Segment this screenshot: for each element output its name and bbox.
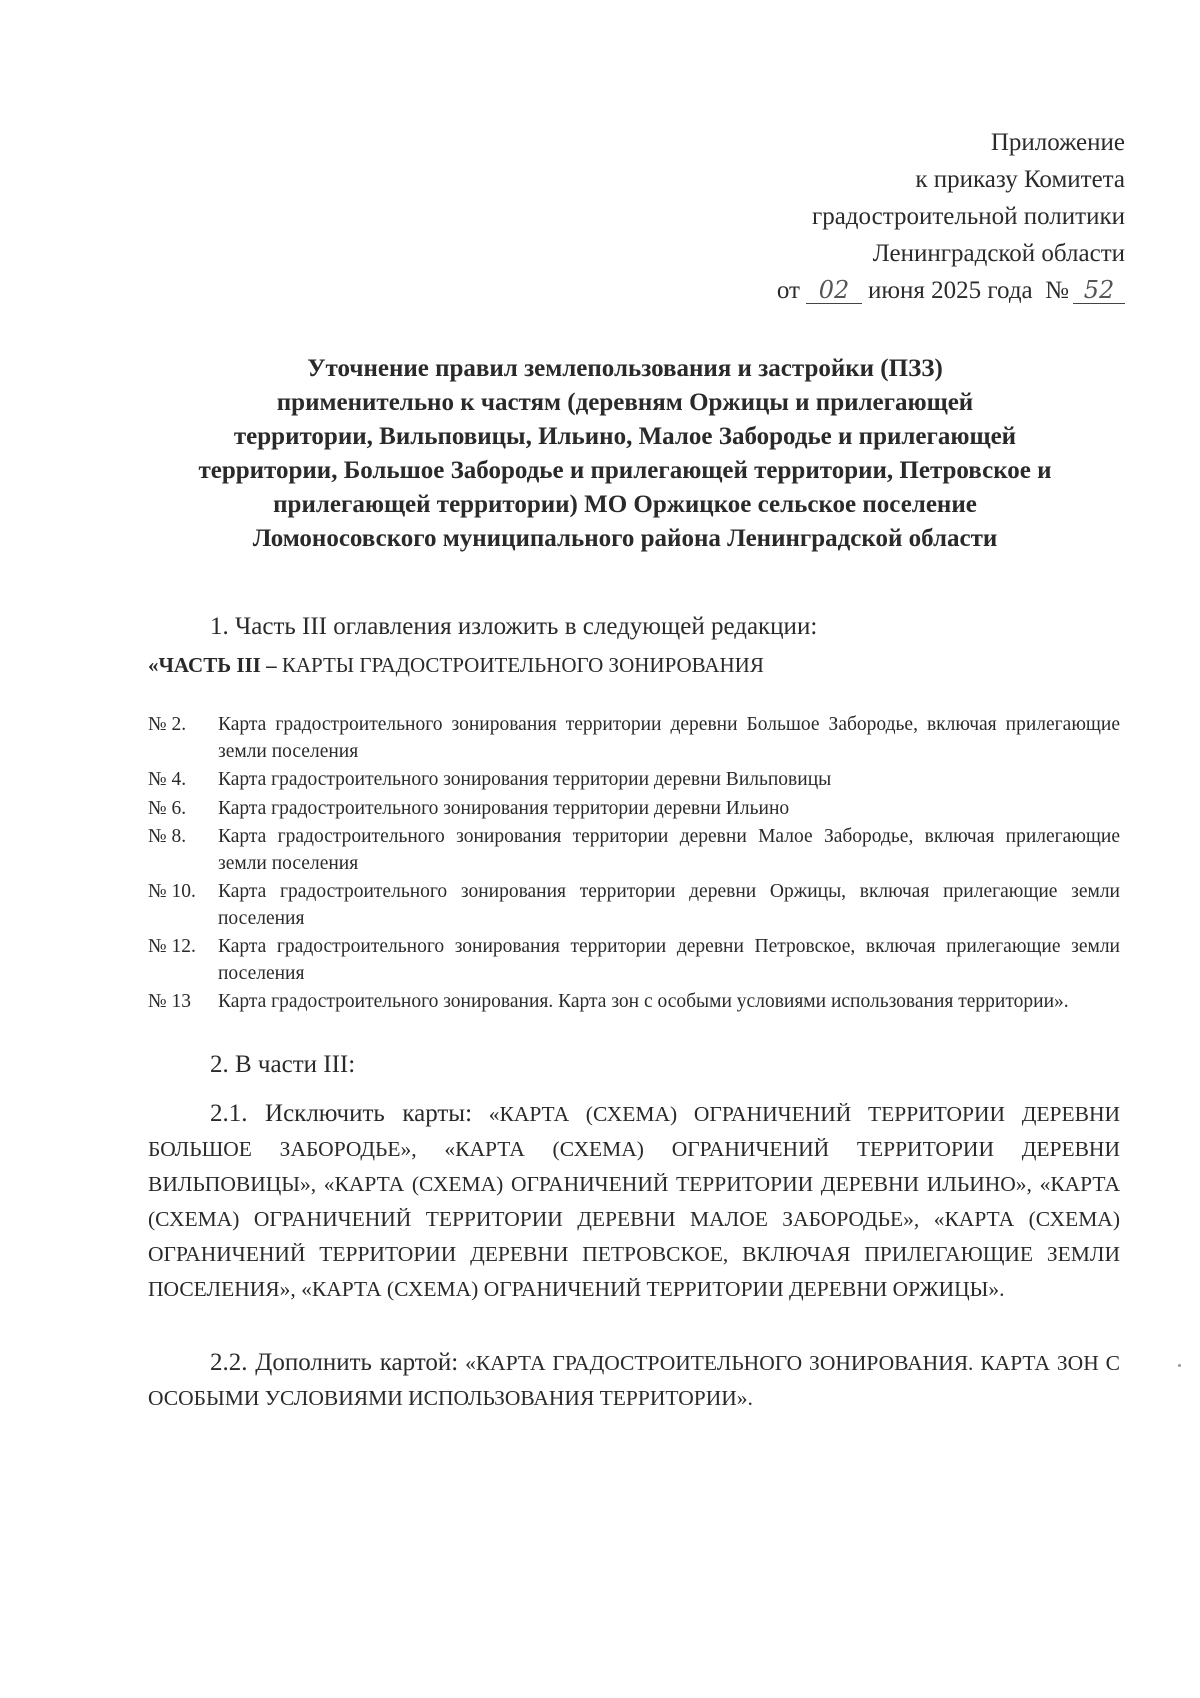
list-item [148, 824, 1120, 877]
paragraph-2-1-text: «КАРТА (СХЕМА) ОГРАНИЧЕНИЙ ТЕРРИТОРИИ ДЕРЕВНИ БОЛЬШОЕ ЗАБОРОДЬЕ», «КАРТА (СХЕМА) ОГРАНИЧЕНИЙ ТЕРРИТОРИИ ДЕРЕВНИ ВИЛЬПОВИЦЫ», «КАРТА (СХЕМА) ОГРАНИЧЕНИЙ ТЕРРИТОРИИ ДЕРЕВНИ ИЛЬИНО», «КАРТА (СХЕМА) ОГРАНИЧЕНИЙ ТЕРРИТОРИИ ДЕРЕВНИ МАЛОЕ ЗАБОРОДЬЕ», «КАРТА (СХЕМА) ОГРАНИЧЕНИЙ ТЕРРИТОРИИ ДЕРЕВНИ ПЕТРОВСКОЕ, ВКЛЮЧАЯ ПРИЛЕГАЮЩИЕ ЗЕМЛИ ПОСЕЛЕНИЯ», «КАРТА (СХЕМА) ОГРАНИЧЕНИЙ ТЕРРИТОРИИ ДЕРЕВНИ ОРЖИЦЫ». [148, 1102, 1121, 1301]
header-line: Приложение [990, 129, 1125, 156]
map-title: Карта градостроительного зонирования. Карта зон с особыми условиями использования территории». [218, 991, 1069, 1012]
maps-list [148, 712, 1120, 1018]
list-item [148, 796, 1120, 823]
document-title [130, 352, 1120, 556]
title-line: прилегающей территории) МО Оржицкое сельское поселение [273, 491, 977, 518]
title-line: Уточнение правил землепользования и застройки (ПЗЗ) [307, 355, 943, 382]
map-number: № 2. [148, 714, 187, 735]
paragraph-2-2 [148, 1345, 1120, 1416]
title-line: территории, Большое Забородье и прилегающей территории, Петровское и [198, 457, 1052, 484]
part-iii-heading [148, 651, 764, 679]
title-line: территории, Вильповицы, Ильино, Малое Забородье и прилегающей [233, 423, 1017, 450]
list-item [148, 934, 1120, 987]
date-rest: июня 2025 года [867, 277, 1033, 304]
section-2-heading: 2. В части III: [210, 1051, 356, 1078]
map-title: Карта градостроительного зонирования территории деревни Оржицы, включая прилегающие земли поселения [218, 881, 1120, 929]
part-iii-label: «ЧАСТЬ III – [148, 653, 277, 677]
appendix-header [777, 124, 1125, 309]
map-number: № 12. [148, 936, 196, 957]
map-title: Карта градостроительного зонирования территории деревни Вильповицы [218, 769, 832, 790]
list-item [148, 989, 1120, 1016]
title-line: применительно к частям (деревням Оржицы и прилегающей [276, 389, 974, 416]
map-number: № 4. [148, 769, 187, 790]
paragraph-2-2-text: «КАРТА ГРАДОСТРОИТЕЛЬНОГО ЗОНИРОВАНИЯ. КАРТА ЗОН С ОСОБЫМИ УСЛОВИЯМИ ИСПОЛЬЗОВАНИЯ ТЕРРИТОРИИ». [148, 1351, 1120, 1410]
paragraph-2-1 [148, 1096, 1120, 1307]
date-prefix: от [776, 277, 800, 304]
header-line: к приказу Комитета [915, 166, 1125, 193]
map-number: № 10. [148, 881, 196, 902]
map-number: № 8. [148, 826, 187, 847]
scan-speck [1178, 1364, 1181, 1367]
map-title: Карта градостроительного зонирования территории деревни Петровское, включая прилегающие земли поселения [218, 936, 1120, 984]
map-title: Карта градостроительного зонирования территории деревни Ильино [218, 797, 790, 819]
map-number: № 6. [148, 797, 187, 819]
map-number: № 13 [148, 991, 191, 1012]
list-item [148, 767, 1120, 794]
map-title: Карта градостроительного зонирования территории деревни Большое Забородье, включая прилегающие земли поселения [218, 714, 1120, 762]
title-line: Ломоносовского муниципального района Ленинградской области [252, 525, 998, 552]
section-1-heading: 1. Часть III оглавления изложить в следующей редакции: [210, 613, 818, 640]
list-item [148, 712, 1120, 765]
header-line: градостроительной политики [811, 203, 1125, 230]
handwritten-day: 02 [806, 277, 862, 304]
map-title: Карта градостроительного зонирования территории деревни Малое Забородье, включая прилегающие земли поселения [218, 826, 1120, 874]
paragraph-2-1-lead: 2.1. Исключить карты: [210, 1100, 473, 1127]
header-date-line [777, 272, 1125, 309]
list-item [148, 879, 1120, 932]
number-prefix: № [1045, 277, 1069, 304]
header-line: Ленинградской области [872, 240, 1125, 267]
handwritten-number: 52 [1073, 277, 1125, 304]
paragraph-2-2-lead: 2.2. Дополнить картой: [210, 1349, 459, 1376]
part-iii-title: КАРТЫ ГРАДОСТРОИТЕЛЬНОГО ЗОНИРОВАНИЯ [276, 653, 764, 677]
